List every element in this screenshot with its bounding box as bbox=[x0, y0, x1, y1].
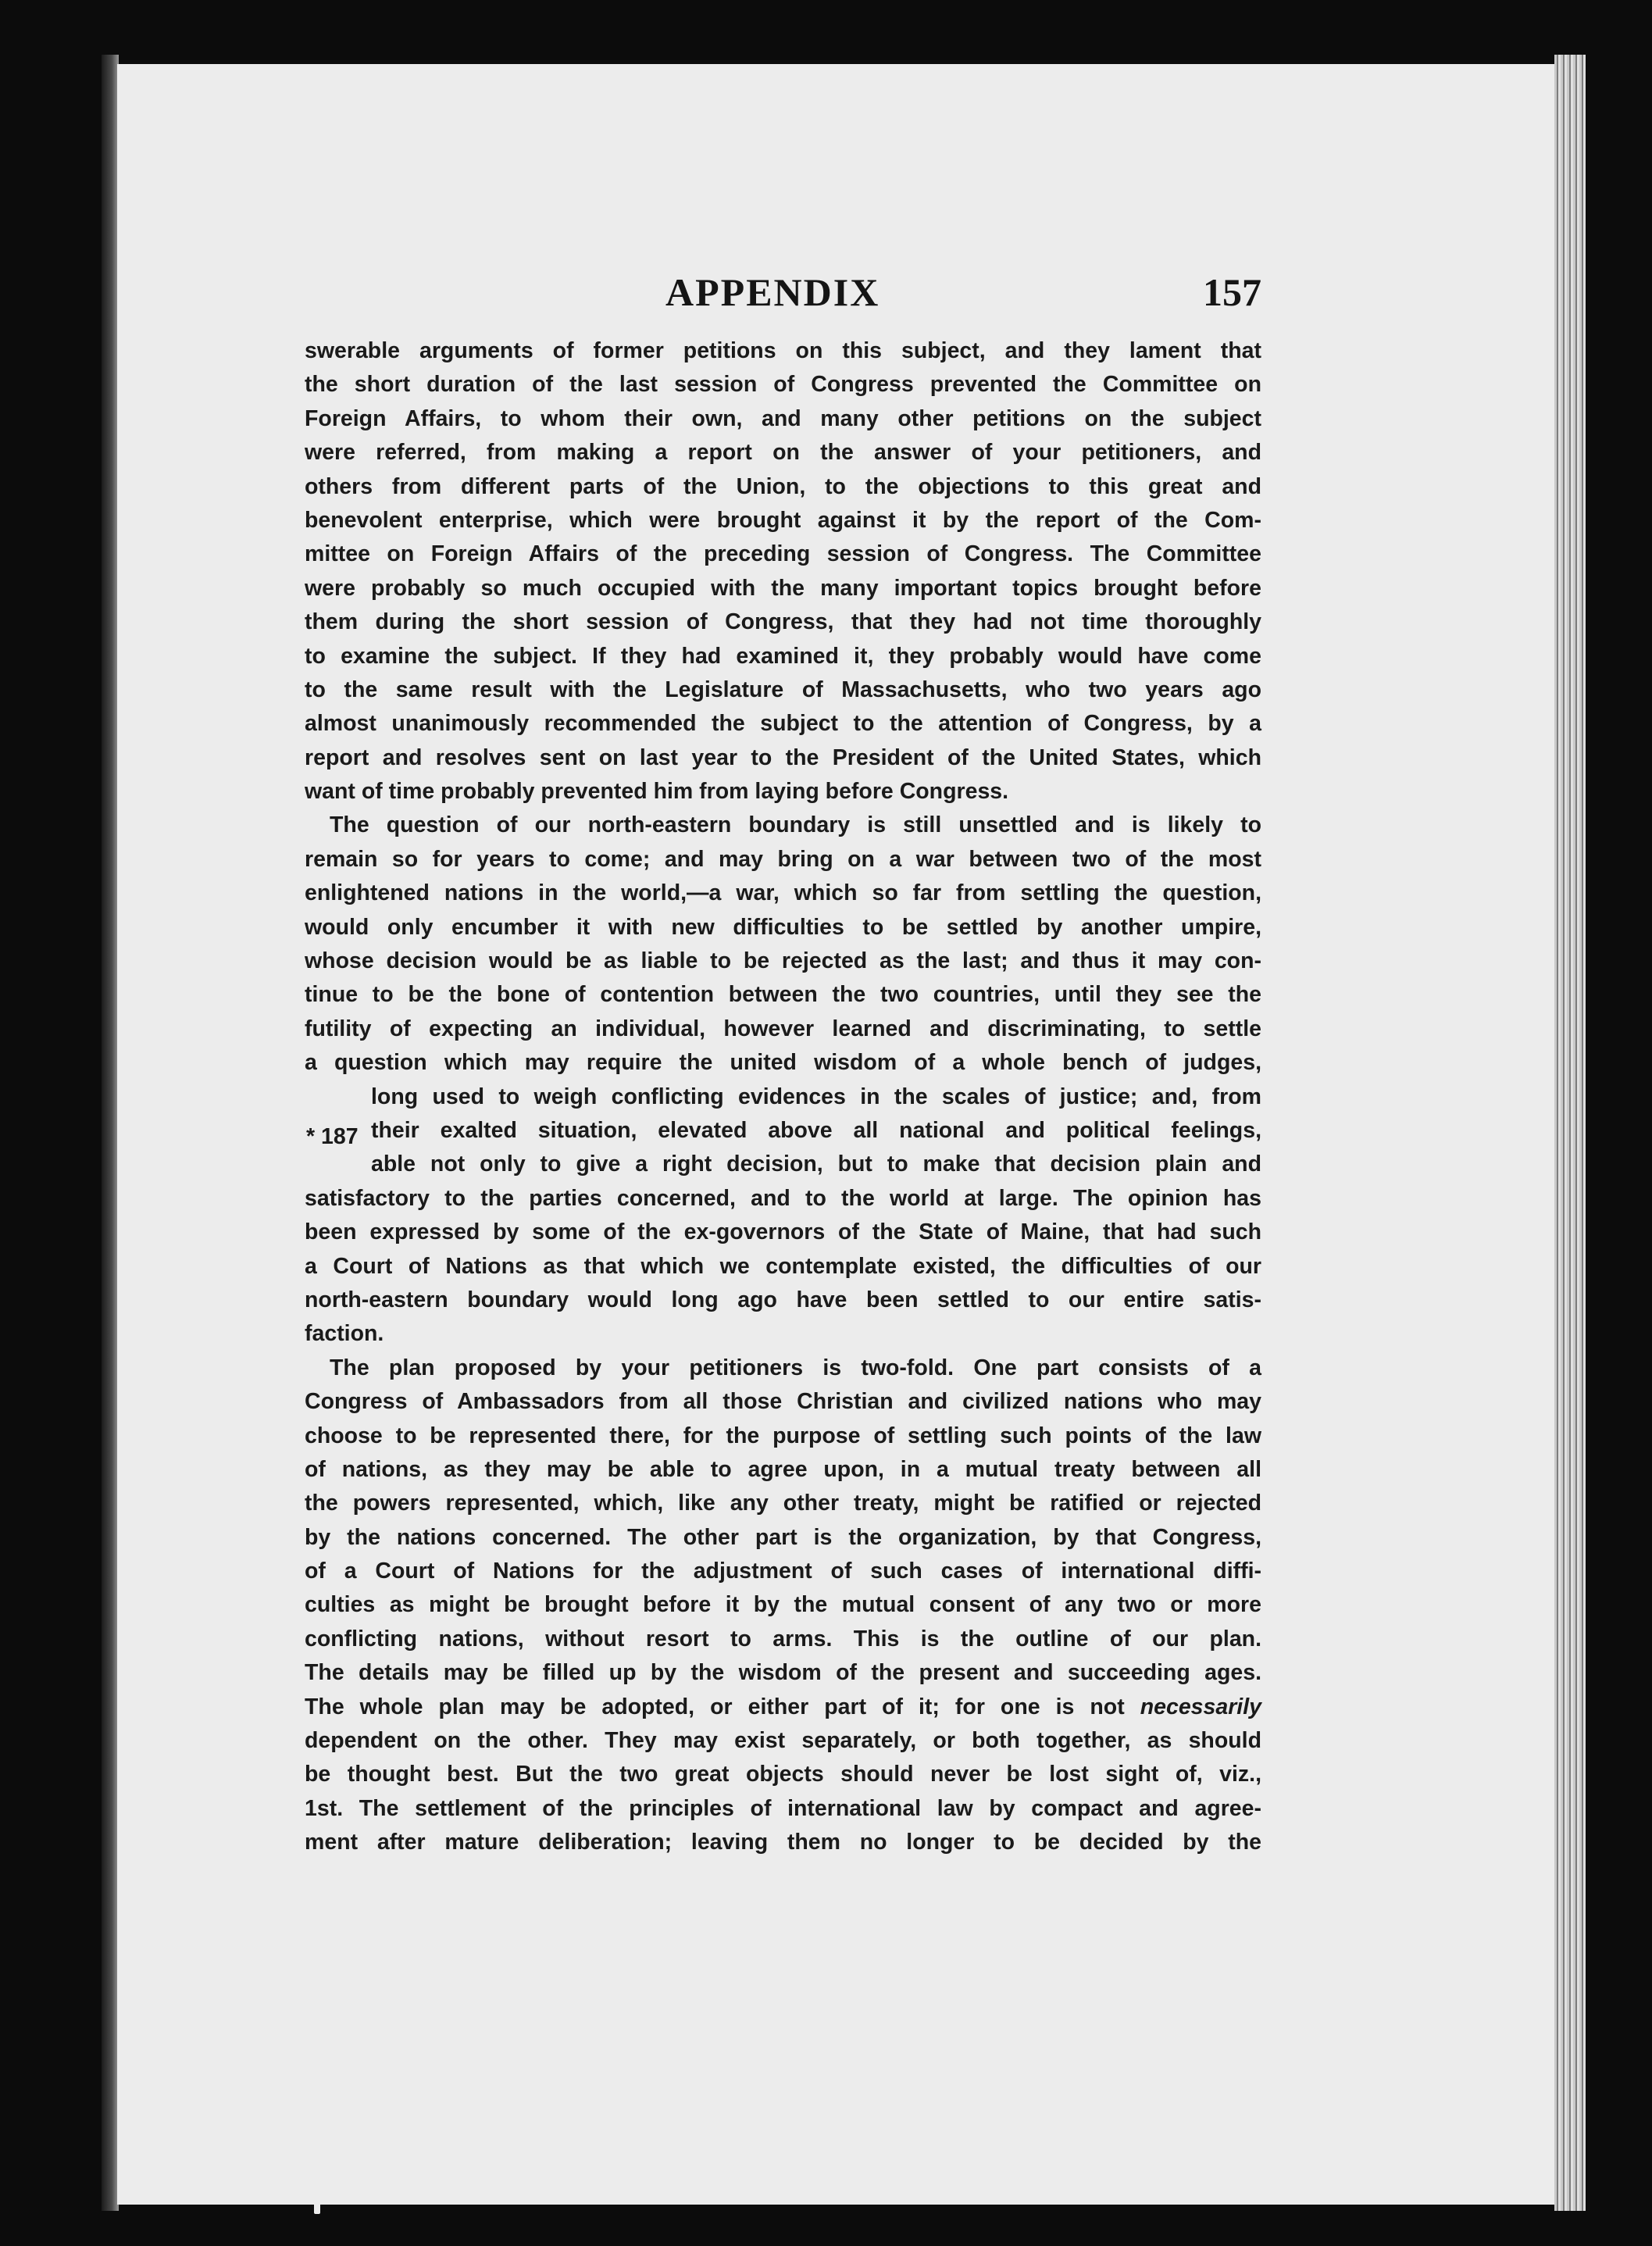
text-line: whose decision would be as liable to be rejected as the last; and thus it may con- bbox=[305, 948, 1261, 974]
text-line: a question which may require the united wisdom of a whole bench of judges, bbox=[305, 1050, 1261, 1076]
text-line: of a Court of Nations for the adjustment of such cases of international diffi- bbox=[305, 1559, 1261, 1584]
scan-speck bbox=[314, 2203, 320, 2214]
text-line: others from different parts of the Union, to the objections to this great and bbox=[305, 473, 1261, 499]
text-line: benevolent enterprise, which were brought against it by the report of the Com- bbox=[305, 507, 1261, 533]
text-line: want of time probably prevented him from laying before Congress. bbox=[305, 779, 1009, 805]
emphasis-word: necessarily bbox=[1140, 1694, 1261, 1719]
text-line: Congress of Ambassadors from all those Christian and civilized nations who may bbox=[305, 1389, 1261, 1415]
text-line bbox=[305, 1691, 1261, 1724]
text-line: Foreign Affairs, to whom their own, and many other petitions on the subject bbox=[305, 405, 1261, 431]
text-line: faction. bbox=[305, 1321, 384, 1347]
text-line: of nations, as they may be able to agree upon, in a mutual treaty between all bbox=[305, 1456, 1261, 1482]
text-line: the powers represented, which, like any other treaty, might be ratified or rejected bbox=[305, 1491, 1261, 1516]
text-line: a Court of Nations as that which we contemplate existed, the difficulties of our bbox=[305, 1253, 1261, 1279]
page-stack-edge bbox=[1554, 55, 1586, 2211]
text-line: tinue to be the bone of contention between the two countries, until they see the bbox=[305, 982, 1261, 1008]
text-line: choose to be represented there, for the purpose of settling such points of the law bbox=[305, 1423, 1261, 1448]
text-line: able not only to give a right decision, but to make that decision plain and bbox=[371, 1152, 1261, 1177]
text-line: the short duration of the last session of Congress prevented the Committee on bbox=[305, 372, 1261, 398]
text-line: almost unanimously recommended the subject to the attention of Congress, by a bbox=[305, 711, 1261, 737]
text-line: mittee on Foreign Affairs of the preceding session of Congress. The Committee bbox=[305, 541, 1261, 567]
page-number: 157 bbox=[1203, 270, 1261, 314]
text-line: swerable arguments of former petitions on this subject, and they lament that bbox=[305, 338, 1261, 363]
text-line: to examine the subject. If they had examined it, they probably would have come bbox=[305, 643, 1261, 669]
text-line: The details may be filled up by the wisdom of the present and succeeding ages. bbox=[305, 1660, 1261, 1686]
body-text bbox=[305, 334, 1261, 1860]
text-line: would only encumber it with new difficulties to be settled by another umpire, bbox=[305, 914, 1261, 940]
text-line: be thought best. But the two great objects should never be lost sight of, viz., bbox=[305, 1762, 1261, 1787]
text-line: 1st. The settlement of the principles of international law by compact and agree- bbox=[305, 1795, 1261, 1821]
text-line: were probably so much occupied with the many important topics brought before bbox=[305, 575, 1261, 601]
text-line: by the nations concerned. The other part is the organization, by that Congress, bbox=[305, 1524, 1261, 1550]
text-line: The plan proposed by your petitioners is two-fold. One part consists of a bbox=[330, 1355, 1261, 1380]
scan-left-edge bbox=[102, 55, 119, 2211]
text-line: were referred, from making a report on the answer of your petitioners, and bbox=[305, 440, 1261, 466]
text-line: enlightened nations in the world,—a war, which so far from settling the question, bbox=[305, 880, 1261, 906]
page-header bbox=[305, 270, 1261, 326]
text-line: ment after mature deliberation; leaving them no longer to be decided by the bbox=[305, 1830, 1261, 1855]
text-line: futility of expecting an individual, however learned and discriminating, to settle bbox=[305, 1016, 1261, 1041]
text-line: report and resolves sent on last year to the President of the United States, which bbox=[305, 745, 1261, 770]
text-line: The question of our north-eastern boundary is still unsettled and is likely to bbox=[330, 812, 1261, 838]
text-line: been expressed by some of the ex-governors of the State of Maine, that had such bbox=[305, 1219, 1261, 1245]
text-line: them during the short session of Congress, that they had not time thoroughly bbox=[305, 609, 1261, 635]
text-line: conflicting nations, without resort to arms. This is the outline of our plan. bbox=[305, 1626, 1261, 1651]
text-line: dependent on the other. They may exist separately, or both together, as should bbox=[305, 1728, 1261, 1754]
running-title: APPENDIX bbox=[665, 270, 880, 314]
text-line: their exalted situation, elevated above all national and political feelings, bbox=[371, 1117, 1261, 1143]
text-line: long used to weigh conflicting evidences in the scales of justice; and, from bbox=[371, 1084, 1261, 1109]
text-line: culties as might be brought before it by the mutual consent of any two or more bbox=[305, 1592, 1261, 1618]
text-line: to the same result with the Legislature of Massachusetts, who two years ago bbox=[305, 677, 1261, 702]
text-line: remain so for years to come; and may bring on a war between two of the most bbox=[305, 846, 1261, 872]
text-line: north-eastern boundary would long ago have been settled to our entire satis- bbox=[305, 1287, 1261, 1312]
margin-page-reference: * 187 bbox=[306, 1124, 359, 1149]
text-line-fragment: The whole plan may be adopted, or either part of it; for one is not bbox=[305, 1694, 1125, 1719]
text-line: satisfactory to the parties concerned, and to the world at large. The opinion has bbox=[305, 1185, 1261, 1211]
